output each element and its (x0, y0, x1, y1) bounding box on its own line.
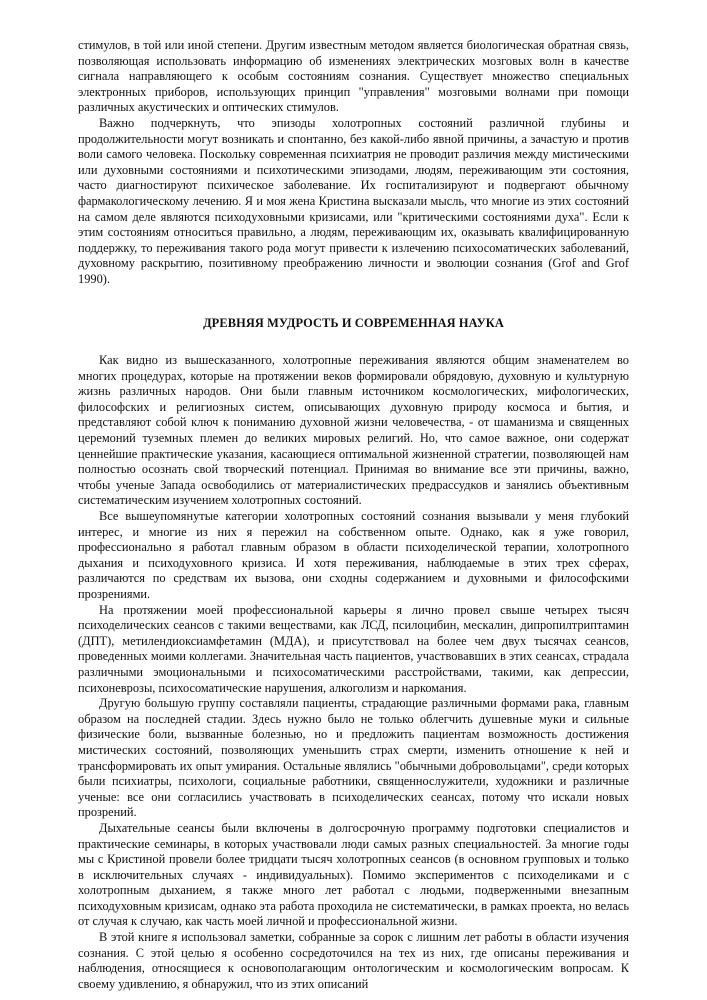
section-heading: ДРЕВНЯЯ МУДРОСТЬ И СОВРЕМЕННАЯ НАУКА (203, 315, 504, 330)
document-page (78, 38, 629, 992)
paragraph: Дыхательные сеансы были включены в долгосрочную программу подготовки специалистов и практические семинары, в которых участвовали люди самых разных специальностей. За многие годы мы с Кристиной провели более тридцати тысяч холотропных сеансов (в основном групповых и только в исключительных случаях - индивидуальных). Помимо экспериментов с психоделиками и с холотропным дыханием, я также много лет работал с людьми, подверженными внезапным психодуховным кризисам, однако эта работа проходила не систематически, в рамках проекта, но велась от случая к случаю, как часть моей личной и профессиональной жизни. (78, 820, 629, 929)
paragraph: Все вышеупомянутые категории холотропных состояний сознания вызывали у меня глубокий интерес, и многие из них я пережил на собственном опыте. Однако, как я уже говорил, профессионально я работал главным образом в области психоделической терапии, холотропного дыхания и психодуховного кризиса. И хотя переживания, наблюдаемые в этих трех сферах, различаются по средствам их вызова, они сходны содержанием и духовными и философскими прозрениями. (78, 509, 629, 601)
paragraph: В этой книге я использовал заметки, собранные за сорок с лишним лет работы в области изучения сознания. С этой целью я особенно сосредоточился на тех из них, где описаны переживания и наблюдения, относящиеся к основополагающим онтологическим и космологическим вопросам. К своему удивлению, я обнаружил, что из этих описаний (78, 930, 629, 991)
paragraph: Как видно из вышесказанного, холотропные переживания являются общим знаменателем во многих процедурах, которые на протяжении веков формировали обрядовую, духовную и культурную жизнь различных народов. Они были главным источником космологических, мифологических, философских и религиозных систем, описывающих духовную природу космоса и бытия, и представляют собой ключ к пониманию духовной жизни человечества, - от шаманизма и священных церемоний туземных племен до великих мировых религий. Но, что самое важное, они содержат ценнейшие практические указания, касающиеся оптимальной жизненной стратегии, позволяющей нам полностью осознать свой творческий потенциал. Принимая во внимание все эти причины, важно, чтобы ученые Запада освободились от материалистических предрассудков и занялись объективным систематическим изучением холотропных состояний. (78, 353, 629, 508)
paragraph: стимулов, в той или иной степени. Другим известным методом является биологическая обратная связь, позволяющая использовать информацию об изменениях электрических мозговых волн в качестве сигнала направляющего к особым состояниям сознания. Существует множество специальных электронных приборов, использующих принцип "управления" мозговыми волнами при помощи различных акустических и оптических стимулов. (78, 38, 629, 115)
paragraph: На протяжении моей профессиональной карьеры я лично провел свыше четырех тысяч психоделических сеансов с такими веществами, как ЛСД, псилоцибин, мескалин, дипропилтриптамин (ДПТ), метилендиоксиамфетамин (МДА), и присутствовал на более чем двух тысячах сеансов, проведенных моими коллегами. Значительная часть пациентов, участвовавших в этих сеансах, страдала различными эмоциональными и психосоматическими расстройствами, такими, как депрессии, психоневрозы, психосоматические нарушения, алкоголизм и наркомания. (78, 602, 629, 695)
paragraph: Другую большую группу составляли пациенты, страдающие различными формами рака, главным образом на последней стадии. Здесь нужно было не только облегчить душевные муки и сильные физические боли, вызванные болезнью, но и предложить пациентам возможность достижения мистических состояний, позволяющих уменьшить страх смерти, изменить отношение к ней и трансформировать их опыт умирания. Остальные являлись "обычными добровольцами", среди которых были психиатры, психологи, социальные работники, священнослужители, художники и различные ученые: все они согласились участвовать в психоделических сеансах, потому что искали новых прозрений. (78, 696, 629, 820)
paragraph: Важно подчеркнуть, что эпизоды холотропных состояний различной глубины и продолжительности могут возникать и спонтанно, без какой-либо явной причины, а зачастую и против воли самого человека. Поскольку современная психиатрия не проводит различия между мистическими или духовными состояниями и психотическими эпизодами, людям, переживающим эти состояния, часто диагностируют психическое заболевание. Их госпитализируют и подвергают обычному фармакологическому лечению. Я и моя жена Кристина высказали мысль, что многие из этих состояний на самом деле являются психодуховными кризисами, или "критическими состояниями духа". Если к этим состояниям относиться правильно, а людям, переживающим их, оказывать квалифицированную поддержку, то переживания такого рода могут привести к излечению психосоматических заболеваний, духовному раскрытию, позитивному преображению личности и эволюции сознания (Grof and Grof 1990). (78, 115, 629, 286)
